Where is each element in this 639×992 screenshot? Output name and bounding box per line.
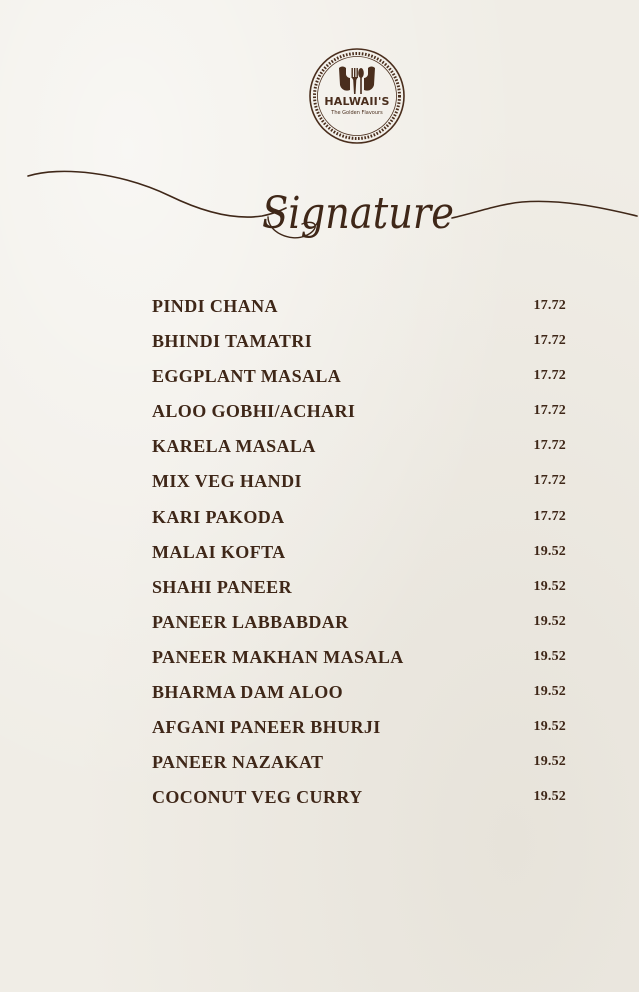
menu-item	[152, 435, 566, 470]
menu-item	[152, 330, 566, 365]
menu-item-price: 17.72	[533, 473, 566, 489]
menu-item-name: KARI PAKODA	[152, 506, 285, 527]
menu-item-name: ALOO GOBHI/ACHARI	[152, 401, 356, 422]
menu-item	[152, 541, 566, 576]
menu-item-price: 19.52	[533, 719, 566, 735]
menu-item-name: EGGPLANT MASALA	[152, 366, 342, 387]
menu-item-price: 19.52	[533, 578, 566, 594]
menu-item-price: 17.72	[533, 508, 566, 524]
menu-item	[152, 716, 566, 751]
menu-item-price: 17.72	[533, 368, 566, 384]
menu-item	[152, 681, 566, 716]
menu-item	[152, 646, 566, 681]
menu-item-price: 19.52	[533, 543, 566, 559]
flourish-left	[28, 171, 286, 217]
menu-item-price: 17.72	[533, 403, 566, 419]
menu-item	[152, 611, 566, 646]
brand-name: HALWAII'S	[324, 95, 390, 108]
menu-item-name: PINDI CHANA	[152, 296, 278, 316]
menu-item-price: 17.72	[533, 333, 566, 349]
brand-tagline: The Golden Flavours	[331, 110, 383, 116]
menu-item-name: MIX VEG HANDI	[152, 471, 302, 492]
menu-item-name: COCONUT VEG CURRY	[152, 787, 363, 808]
fork-spoon-emblem-icon	[339, 67, 375, 95]
menu-item-name: KARELA MASALA	[152, 436, 316, 457]
menu-item	[152, 400, 566, 435]
menu-item-name: BHINDI TAMATRI	[152, 331, 313, 352]
menu-item-price: 19.52	[533, 684, 566, 700]
menu-item-name: AFGANI PANEER BHURJI	[152, 717, 381, 738]
menu-item-name: BHARMA DAM ALOO	[152, 682, 344, 703]
menu-item-price: 19.52	[533, 754, 566, 770]
section-title: Signature	[262, 188, 454, 239]
menu-item	[152, 751, 566, 786]
menu-item-name: MALAI KOFTA	[152, 541, 286, 562]
menu-item	[152, 506, 566, 541]
menu-item	[152, 786, 566, 821]
menu-item-name: PANEER MAKHAN MASALA	[152, 646, 404, 667]
menu-item-price: 19.52	[533, 789, 566, 805]
flourish-right	[452, 201, 637, 218]
menu-item-price: 17.72	[533, 438, 566, 454]
menu-item-price: 19.52	[533, 648, 566, 664]
menu-item-price: 19.52	[533, 613, 566, 629]
menu-item-name: SHAHI PANEER	[152, 576, 292, 597]
menu-list	[152, 295, 566, 821]
menu-item-price: 17.72	[533, 298, 566, 313]
menu-item	[152, 470, 566, 505]
menu-item-name: PANEER NAZAKAT	[152, 752, 324, 773]
signature-heading-art	[0, 160, 639, 270]
menu-item	[152, 295, 566, 330]
menu-item-name: PANEER LABBABDAR	[152, 611, 349, 632]
menu-item	[152, 365, 566, 400]
menu-item	[152, 576, 566, 611]
